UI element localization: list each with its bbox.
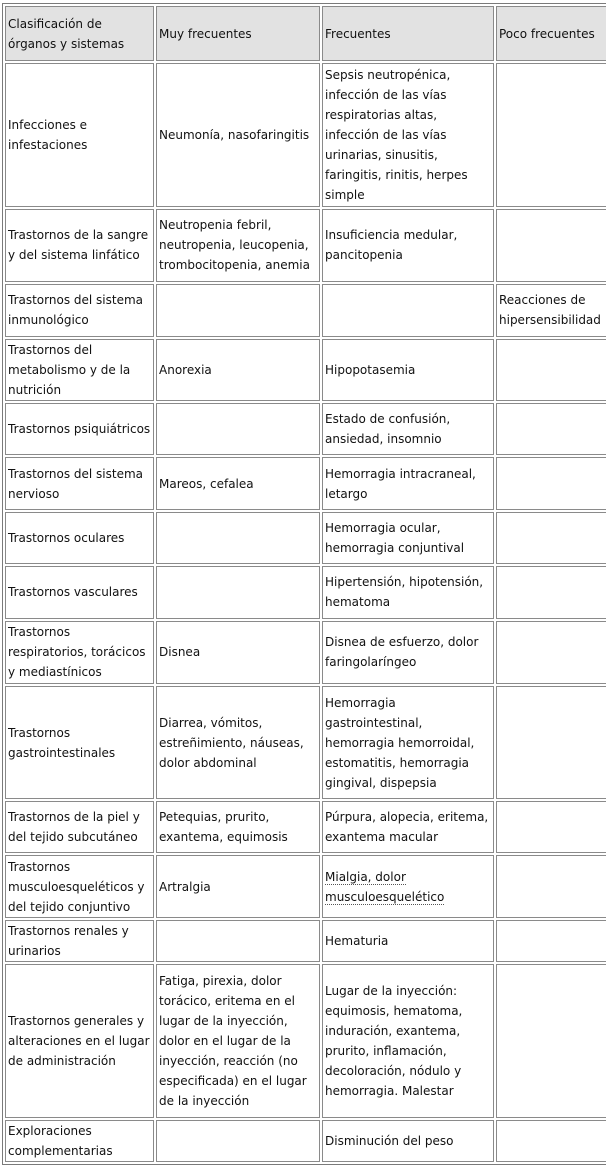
- very-common-cell: [156, 920, 320, 962]
- table-row: [5, 920, 606, 962]
- organ-cell: Trastornos de la sangre y del sistema linfático: [5, 209, 154, 283]
- uncommon-cell: [496, 403, 606, 455]
- uncommon-cell: [496, 209, 606, 283]
- header-common: Frecuentes: [322, 6, 494, 61]
- very-common-cell: Artralgia: [156, 855, 320, 917]
- table-row: [5, 339, 606, 401]
- organ-cell: Trastornos vasculares: [5, 566, 154, 618]
- common-cell: Hemorragia intracraneal, letargo: [322, 457, 494, 509]
- uncommon-cell: Reacciones de hipersensibilidad: [496, 284, 606, 336]
- common-cell: Disnea de esfuerzo, dolor faringolaríngeo: [322, 621, 494, 685]
- very-common-cell: [156, 403, 320, 455]
- table-row: [5, 801, 606, 853]
- common-cell: Hipopotasemia: [322, 339, 494, 401]
- very-common-cell: [156, 284, 320, 336]
- very-common-cell: [156, 566, 320, 618]
- common-cell: [322, 855, 494, 917]
- table-row: [5, 457, 606, 509]
- organ-cell: Trastornos gastrointestinales: [5, 686, 154, 799]
- table-row: [5, 403, 606, 455]
- very-common-cell: Neutropenia febril, neutropenia, leucopenia, trombocitopenia, anemia: [156, 209, 320, 283]
- organ-cell: Trastornos generales y alteraciones en el lugar de administración: [5, 964, 154, 1117]
- uncommon-cell: [496, 621, 606, 685]
- very-common-cell: [156, 512, 320, 564]
- very-common-cell: [156, 1120, 320, 1163]
- uncommon-cell: [496, 855, 606, 917]
- uncommon-cell: [496, 964, 606, 1117]
- organ-cell: Trastornos del sistema inmunológico: [5, 284, 154, 336]
- very-common-cell: Neumonía, nasofaringitis: [156, 63, 320, 206]
- header-organ-class: Clasificación de órganos y sistemas: [5, 6, 154, 61]
- very-common-cell: Anorexia: [156, 339, 320, 401]
- common-cell: Hipertensión, hipotensión, hematoma: [322, 566, 494, 618]
- organ-cell: Trastornos del metabolismo y de la nutrición: [5, 339, 154, 401]
- table-row: [5, 621, 606, 685]
- uncommon-cell: [496, 512, 606, 564]
- table-row: [5, 855, 606, 917]
- very-common-cell: Diarrea, vómitos, estreñimiento, náuseas, dolor abdominal: [156, 686, 320, 799]
- table-row: [5, 1120, 606, 1163]
- header-row: [5, 6, 606, 61]
- very-common-cell: Disnea: [156, 621, 320, 685]
- organ-cell: Trastornos renales y urinarios: [5, 920, 154, 962]
- adverse-reactions-table: [2, 3, 606, 1165]
- common-cell: Hematuria: [322, 920, 494, 962]
- common-cell: Púrpura, alopecia, eritema, exantema macular: [322, 801, 494, 853]
- common-cell: [322, 284, 494, 336]
- common-cell: Lugar de la inyección: equimosis, hematoma, induración, exantema, prurito, inflamación, decoloración, nódulo y hemorragia. Malestar: [322, 964, 494, 1117]
- table-row: [5, 686, 606, 799]
- common-cell: Hemorragia gastrointestinal, hemorragia hemorroidal, estomatitis, hemorragia gingival, dispepsia: [322, 686, 494, 799]
- organ-cell: Trastornos de la piel y del tejido subcutáneo: [5, 801, 154, 853]
- common-cell: Sepsis neutropénica, infección de las vías respiratorias altas, infección de las vías urinarias, sinusitis, faringitis, rinitis, herpes simple: [322, 63, 494, 206]
- very-common-cell: Fatiga, pirexia, dolor torácico, eritema en el lugar de la inyección, dolor en el lugar de la inyección, reacción (no especificada) en el lugar de la inyección: [156, 964, 320, 1117]
- uncommon-cell: [496, 686, 606, 799]
- table-row: [5, 209, 606, 283]
- common-cell: Insuficiencia medular, pancitopenia: [322, 209, 494, 283]
- organ-cell: Exploraciones complementarias: [5, 1120, 154, 1163]
- table-row: [5, 63, 606, 206]
- uncommon-cell: [496, 339, 606, 401]
- table-row: [5, 566, 606, 618]
- uncommon-cell: [496, 801, 606, 853]
- table-row: [5, 284, 606, 336]
- uncommon-cell: [496, 457, 606, 509]
- table-row: [5, 964, 606, 1117]
- very-common-cell: Petequias, prurito, exantema, equimosis: [156, 801, 320, 853]
- common-cell: Estado de confusión, ansiedad, insomnio: [322, 403, 494, 455]
- very-common-cell: Mareos, cefalea: [156, 457, 320, 509]
- organ-cell: Trastornos respiratorios, torácicos y mediastínicos: [5, 621, 154, 685]
- header-uncommon: Poco frecuentes: [496, 6, 606, 61]
- table-row: [5, 512, 606, 564]
- common-cell-text: Mialgia, dolor musculoesquelético: [325, 869, 445, 904]
- organ-cell: Trastornos psiquiátricos: [5, 403, 154, 455]
- uncommon-cell: [496, 566, 606, 618]
- organ-cell: Trastornos del sistema nervioso: [5, 457, 154, 509]
- header-very-common: Muy frecuentes: [156, 6, 320, 61]
- organ-cell: Trastornos oculares: [5, 512, 154, 564]
- uncommon-cell: [496, 920, 606, 962]
- common-cell: Hemorragia ocular, hemorragia conjuntival: [322, 512, 494, 564]
- organ-cell: Trastornos musculoesqueléticos y del tejido conjuntivo: [5, 855, 154, 917]
- uncommon-cell: [496, 1120, 606, 1163]
- uncommon-cell: [496, 63, 606, 206]
- common-cell: Disminución del peso: [322, 1120, 494, 1163]
- organ-cell: Infecciones e infestaciones: [5, 63, 154, 206]
